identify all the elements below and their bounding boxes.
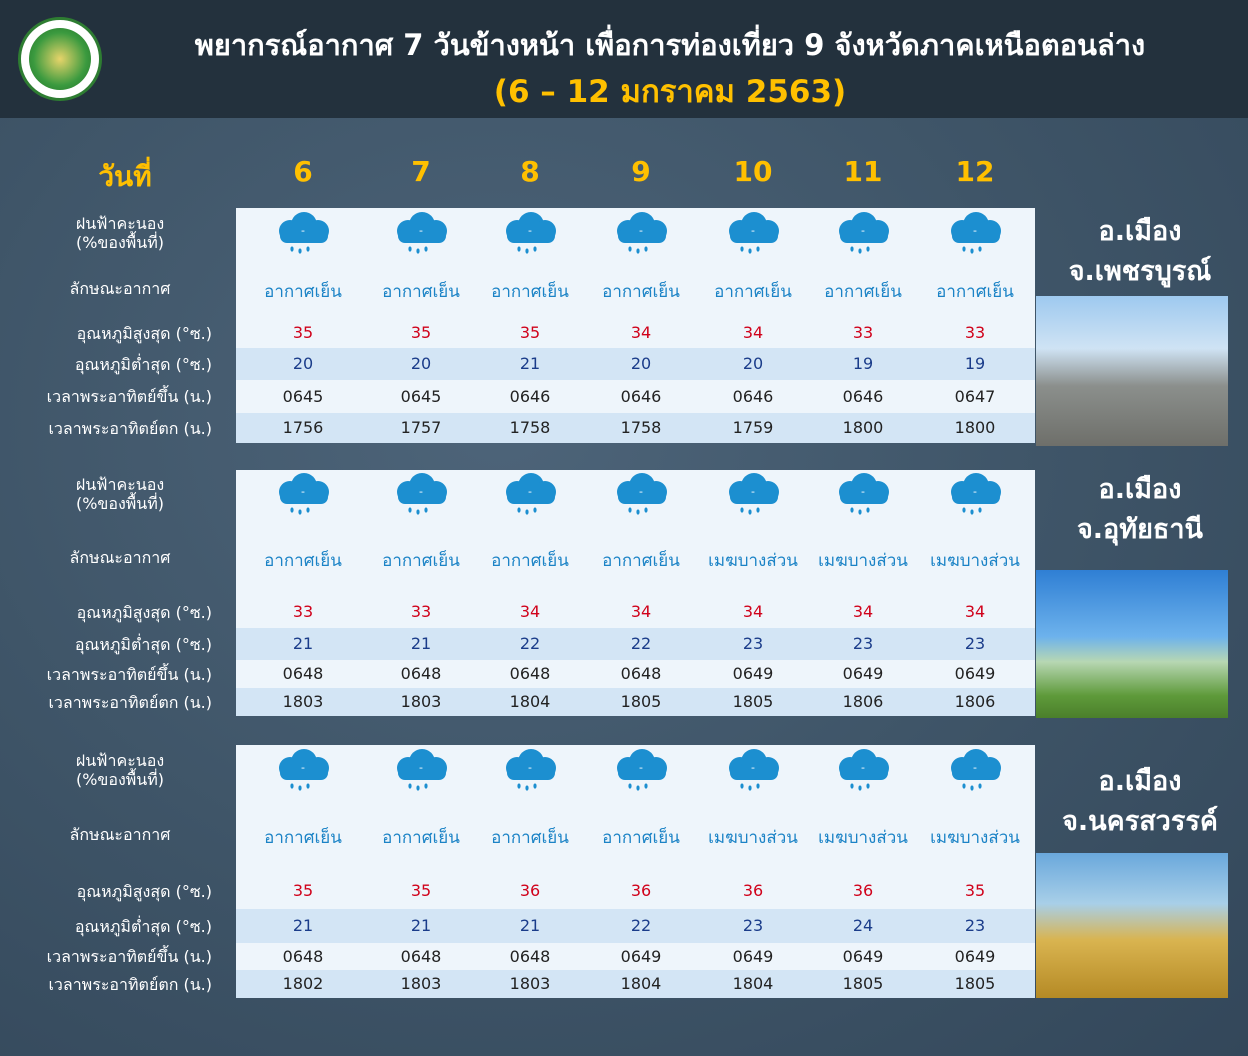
rain-cloud-icon — [942, 746, 1008, 794]
svg-text:-: - — [419, 761, 423, 774]
cell-sunset: 1803 — [400, 974, 442, 993]
day-number: 6 — [293, 155, 313, 188]
location-photo — [1036, 570, 1228, 718]
rain-cloud-icon — [388, 209, 454, 257]
cell-condition: อากาศเย็น — [264, 828, 342, 848]
day-number: 11 — [843, 155, 883, 188]
rain-cloud-icon — [942, 470, 1008, 518]
cell-sunset: 1805 — [954, 974, 996, 993]
cell-max: 35 — [410, 881, 432, 900]
header-bar — [0, 0, 1248, 118]
cell-condition: อากาศเย็น — [936, 282, 1014, 302]
cell-sunrise: 0648 — [400, 946, 442, 966]
cell-condition: อากาศเย็น — [602, 282, 680, 302]
cell-condition: อากาศเย็น — [382, 282, 460, 302]
row-label-sunset: เวลาพระอาทิตย์ตก (น.) — [48, 418, 212, 438]
cell-min: 21 — [519, 354, 541, 373]
svg-text:-: - — [419, 485, 423, 498]
row-label-condition: ลักษณะอากาศ — [69, 278, 171, 298]
row-label-sunset: เวลาพระอาทิตย์ตก (น.) — [48, 692, 212, 712]
cell-sunrise: 0649 — [954, 664, 996, 683]
cell-sunrise: 0649 — [732, 946, 774, 966]
day-number: 10 — [733, 155, 773, 188]
location-province: จ.นครสวรรค์ — [1062, 806, 1218, 837]
cell-min: 23 — [852, 634, 874, 653]
cell-max: 34 — [742, 602, 764, 621]
cell-min: 23 — [742, 916, 764, 935]
cell-max: 35 — [410, 323, 432, 342]
cell-min: 21 — [519, 916, 541, 935]
cell-min: 22 — [519, 634, 541, 653]
row-label-max-temp: อุณหภูมิสูงสุด (°ซ.) — [76, 881, 212, 901]
row-label-min-temp: อุณหภูมิต่ำสุด (°ซ.) — [74, 634, 212, 654]
cell-max: 33 — [852, 323, 874, 342]
cell-min: 21 — [410, 916, 432, 935]
location-district: อ.เมือง — [1098, 474, 1182, 505]
row-label-rain: ฝนฟ้าคะนอง (%ของพื้นที่) — [75, 214, 165, 252]
cell-max: 33 — [410, 602, 432, 621]
rain-cloud-icon — [388, 746, 454, 794]
row-label-sunrise: เวลาพระอาทิตย์ขึ้น (น.) — [46, 387, 212, 406]
cell-sunset: 1758 — [620, 418, 662, 437]
svg-text:-: - — [861, 761, 865, 774]
cell-sunrise: 0649 — [842, 664, 884, 683]
cell-sunset: 1806 — [954, 692, 996, 711]
row-label-sunrise: เวลาพระอาทิตย์ขึ้น (น.) — [46, 947, 212, 966]
cell-sunrise: 0645 — [400, 386, 442, 406]
cell-sunset: 1802 — [282, 974, 324, 993]
cell-sunset: 1805 — [842, 974, 884, 993]
cell-condition: อากาศเย็น — [714, 282, 792, 302]
svg-text:-: - — [528, 224, 532, 237]
cell-max: 35 — [292, 323, 314, 342]
day-number: 12 — [955, 155, 995, 188]
cell-max: 36 — [630, 881, 652, 900]
cell-max: 33 — [964, 323, 986, 342]
cell-condition: อากาศเย็น — [602, 551, 680, 571]
cell-max: 34 — [742, 323, 764, 342]
rain-cloud-icon — [497, 470, 563, 518]
svg-text:-: - — [973, 485, 977, 498]
cell-min: 20 — [292, 354, 314, 373]
rain-cloud-icon — [270, 746, 336, 794]
cell-min: 20 — [742, 354, 764, 373]
page-subtitle: (6 – 12 มกราคม 2563) — [493, 74, 847, 110]
cell-max: 35 — [964, 881, 986, 900]
svg-text:-: - — [751, 761, 755, 774]
cell-max: 34 — [519, 602, 541, 621]
cell-condition: เมฆบางส่วน — [818, 551, 908, 571]
svg-text:-: - — [751, 224, 755, 237]
cell-sunrise: 0649 — [954, 946, 996, 966]
svg-text:-: - — [861, 485, 865, 498]
rain-cloud-icon — [270, 209, 336, 257]
cell-sunrise: 0648 — [282, 664, 324, 683]
row-label-sunset: เวลาพระอาทิตย์ตก (น.) — [48, 974, 212, 994]
cell-condition: เมฆบางส่วน — [930, 551, 1020, 571]
rain-cloud-icon — [830, 470, 896, 518]
cell-min: 21 — [410, 634, 432, 653]
svg-text:-: - — [751, 485, 755, 498]
cell-sunrise: 0648 — [509, 946, 551, 966]
rain-cloud-icon — [942, 209, 1008, 257]
cell-sunset: 1800 — [842, 418, 884, 437]
cell-max: 33 — [292, 602, 314, 621]
location-district: อ.เมือง — [1098, 216, 1182, 247]
cell-min: 20 — [630, 354, 652, 373]
svg-text:-: - — [973, 224, 977, 237]
cell-condition: อากาศเย็น — [491, 282, 569, 302]
cell-sunset: 1757 — [400, 418, 442, 437]
cell-sunrise: 0646 — [732, 386, 774, 406]
svg-text:-: - — [301, 224, 305, 237]
cell-sunset: 1803 — [282, 692, 324, 711]
cell-sunrise: 0648 — [620, 664, 662, 683]
location-district: อ.เมือง — [1098, 766, 1182, 797]
cell-condition: อากาศเย็น — [382, 551, 460, 571]
cell-min: 23 — [964, 634, 986, 653]
svg-text:-: - — [973, 761, 977, 774]
cell-sunset: 1804 — [732, 974, 774, 993]
cell-max: 34 — [630, 323, 652, 342]
rain-cloud-icon — [608, 470, 674, 518]
rain-cloud-icon — [270, 470, 336, 518]
svg-text:-: - — [301, 485, 305, 498]
cell-min: 22 — [630, 916, 652, 935]
rain-cloud-icon — [608, 746, 674, 794]
cell-sunrise: 0648 — [400, 664, 442, 683]
row-label-condition: ลักษณะอากาศ — [69, 547, 171, 567]
rain-cloud-icon — [608, 209, 674, 257]
cell-condition: อากาศเย็น — [382, 828, 460, 848]
rain-cloud-icon — [720, 470, 786, 518]
cell-sunset: 1805 — [620, 692, 662, 711]
svg-text:-: - — [528, 485, 532, 498]
row-label-min-temp: อุณหภูมิต่ำสุด (°ซ.) — [74, 354, 212, 374]
rain-cloud-icon — [830, 746, 896, 794]
cell-condition: อากาศเย็น — [824, 282, 902, 302]
rain-cloud-icon — [830, 209, 896, 257]
cell-condition: เมฆบางส่วน — [708, 828, 798, 848]
day-number: 9 — [631, 155, 651, 188]
svg-text:-: - — [528, 761, 532, 774]
cell-sunset: 1805 — [732, 692, 774, 711]
cell-min: 21 — [292, 634, 314, 653]
page-title: พยากรณ์อากาศ 7 วันข้างหน้า เพื่อการท่องเที่ยว 9 จังหวัดภาคเหนือตอนล่าง — [194, 28, 1146, 62]
cell-sunrise: 0647 — [954, 386, 996, 406]
cell-min: 21 — [292, 916, 314, 935]
row-label-condition: ลักษณะอากาศ — [69, 824, 171, 844]
cell-condition: อากาศเย็น — [264, 282, 342, 302]
rain-cloud-icon — [497, 746, 563, 794]
cell-min: 23 — [964, 916, 986, 935]
location-photo — [1036, 296, 1228, 446]
row-label-max-temp: อุณหภูมิสูงสุด (°ซ.) — [76, 602, 212, 622]
cell-sunset: 1806 — [842, 692, 884, 711]
rain-cloud-icon — [720, 746, 786, 794]
cell-condition: อากาศเย็น — [602, 828, 680, 848]
location-province: จ.เพชรบูรณ์ — [1068, 256, 1212, 287]
cell-sunset: 1804 — [620, 974, 662, 993]
cell-min: 23 — [742, 634, 764, 653]
cell-sunset: 1759 — [732, 418, 774, 437]
cell-sunrise: 0649 — [732, 664, 774, 683]
cell-max: 36 — [852, 881, 874, 900]
cell-sunset: 1758 — [509, 418, 551, 437]
rain-cloud-icon — [497, 209, 563, 257]
svg-text:-: - — [301, 761, 305, 774]
rain-cloud-icon — [388, 470, 454, 518]
cell-condition: อากาศเย็น — [264, 551, 342, 571]
cell-min: 24 — [852, 916, 874, 935]
svg-text:-: - — [639, 761, 643, 774]
svg-text:-: - — [861, 224, 865, 237]
cell-max: 36 — [519, 881, 541, 900]
cell-min: 20 — [410, 354, 432, 373]
location-province: จ.อุทัยธานี — [1076, 514, 1203, 545]
row-label-rain: ฝนฟ้าคะนอง (%ของพื้นที่) — [75, 475, 165, 513]
cell-min: 19 — [964, 354, 986, 373]
svg-text:-: - — [419, 224, 423, 237]
row-label-sunrise: เวลาพระอาทิตย์ขึ้น (น.) — [46, 664, 212, 684]
cell-condition: เมฆบางส่วน — [708, 551, 798, 571]
day-number: 7 — [411, 155, 431, 188]
svg-text:-: - — [639, 485, 643, 498]
cell-sunrise: 0645 — [282, 386, 324, 406]
rain-cloud-icon — [720, 209, 786, 257]
day-header-label: วันที่ — [98, 160, 152, 193]
cell-max: 34 — [852, 602, 874, 621]
tmd-logo-icon — [18, 17, 102, 101]
cell-sunset: 1804 — [509, 692, 551, 711]
cell-sunset: 1800 — [954, 418, 996, 437]
cell-max: 34 — [964, 602, 986, 621]
cell-max: 34 — [630, 602, 652, 621]
row-label-max-temp: อุณหภูมิสูงสุด (°ซ.) — [76, 323, 212, 343]
cell-condition: อากาศเย็น — [491, 551, 569, 571]
cell-sunrise: 0646 — [509, 386, 551, 406]
cell-sunset: 1803 — [400, 692, 442, 711]
cell-sunset: 1756 — [282, 418, 324, 437]
cell-sunrise: 0649 — [842, 946, 884, 966]
cell-sunrise: 0649 — [620, 946, 662, 966]
cell-max: 35 — [519, 323, 541, 342]
cell-max: 35 — [292, 881, 314, 900]
svg-text:-: - — [639, 224, 643, 237]
cell-sunrise: 0646 — [842, 386, 884, 406]
cell-min: 19 — [852, 354, 874, 373]
cell-sunrise: 0648 — [282, 946, 324, 966]
day-number: 8 — [520, 155, 540, 188]
cell-condition: อากาศเย็น — [491, 828, 569, 848]
location-photo — [1036, 853, 1228, 998]
cell-sunrise: 0648 — [509, 664, 551, 683]
cell-max: 36 — [742, 881, 764, 900]
cell-condition: เมฆบางส่วน — [818, 828, 908, 848]
cell-sunrise: 0646 — [620, 386, 662, 406]
cell-sunset: 1803 — [509, 974, 551, 993]
cell-min: 22 — [630, 634, 652, 653]
cell-condition: เมฆบางส่วน — [930, 828, 1020, 848]
row-label-rain: ฝนฟ้าคะนอง (%ของพื้นที่) — [75, 751, 165, 789]
row-label-min-temp: อุณหภูมิต่ำสุด (°ซ.) — [74, 916, 212, 936]
